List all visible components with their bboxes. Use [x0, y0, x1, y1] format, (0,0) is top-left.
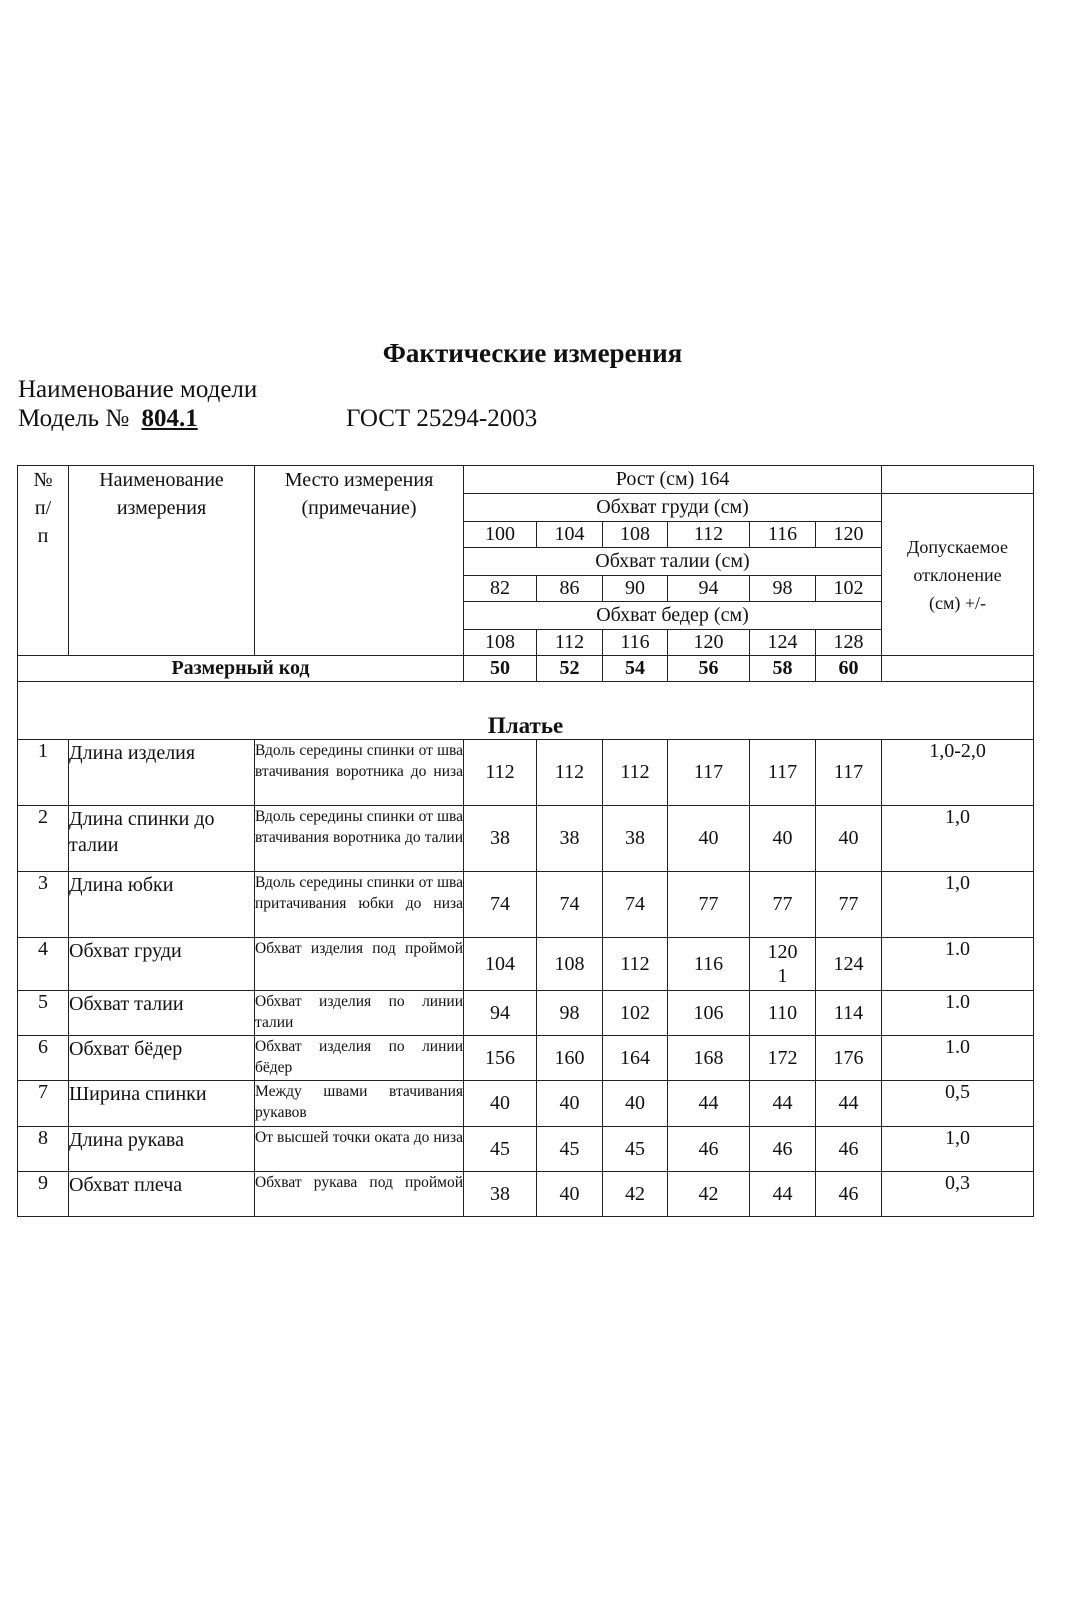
measure-value: 176: [816, 1036, 882, 1081]
row-number: 5: [18, 991, 69, 1036]
tolerance-value: 1.0: [882, 1036, 1034, 1081]
tolerance-value: 1,0: [882, 806, 1034, 872]
size-code-label: Размерный код: [18, 656, 464, 682]
measure-place: Обхват изделия по линии талии: [255, 991, 464, 1036]
tolerance-value: 1.0: [882, 938, 1034, 991]
gost-standard: ГОСТ 25294-2003: [346, 405, 538, 432]
measure-place: Вдоль середины спинки от шва втачивания воротника до талии: [255, 806, 464, 872]
table-row: [18, 1036, 1034, 1081]
measure-place: Между швами втачивания рукавов: [255, 1081, 464, 1127]
measure-name: Длина юбки: [69, 872, 255, 938]
hips-size-cell: 120: [668, 630, 750, 656]
hips-size-cell: 128: [816, 630, 882, 656]
measure-value: 108: [537, 938, 603, 991]
model-number: 804.1: [141, 405, 198, 432]
measure-name: Обхват талии: [69, 991, 255, 1036]
measure-value: 117: [668, 740, 750, 806]
table-row: [18, 740, 1034, 806]
measure-value: 110: [750, 991, 816, 1036]
measure-value: 104: [464, 938, 537, 991]
measure-value: 46: [668, 1127, 750, 1172]
measure-value: 160: [537, 1036, 603, 1081]
measure-value: 44: [750, 1172, 816, 1217]
measure-value: 98: [537, 991, 603, 1036]
model-name-label: Наименование модели: [18, 376, 258, 403]
chest-size-cell: 100: [464, 522, 537, 548]
chest-size-cell: 120: [816, 522, 882, 548]
table-row: [18, 1172, 1034, 1217]
measure-value: 94: [464, 991, 537, 1036]
measure-value: 124: [816, 938, 882, 991]
tolerance-value: 0,3: [882, 1172, 1034, 1217]
measure-place: Обхват изделия по линии бёдер: [255, 1036, 464, 1081]
table-row: [18, 1081, 1034, 1127]
size-code-row: [18, 656, 1034, 682]
model-number-label: Модель №: [18, 405, 130, 432]
chest-size-cell: 108: [603, 522, 668, 548]
header-hips-label: Обхват бедер (см): [464, 602, 882, 630]
chest-size-cell: 112: [668, 522, 750, 548]
row-number: 4: [18, 938, 69, 991]
measure-value: 117: [750, 740, 816, 806]
measure-value: 44: [750, 1081, 816, 1127]
measure-place: Обхват изделия под проймой: [255, 938, 464, 991]
row-number: 8: [18, 1127, 69, 1172]
measure-value: 40: [464, 1081, 537, 1127]
measure-value: 45: [603, 1127, 668, 1172]
chest-size-cell: 104: [537, 522, 603, 548]
hips-size-cell: 124: [750, 630, 816, 656]
measure-value: 44: [668, 1081, 750, 1127]
waist-size-cell: 102: [816, 576, 882, 602]
measure-value: 77: [750, 872, 816, 938]
measure-value: 114: [816, 991, 882, 1036]
row-number: 1: [18, 740, 69, 806]
tolerance-value: 1,0-2,0: [882, 740, 1034, 806]
measure-value: 45: [537, 1127, 603, 1172]
measure-place: Вдоль середины спинки от шва притачивания юбки до низа: [255, 872, 464, 938]
measure-value: 112: [603, 740, 668, 806]
header-measure-name: Наименование измерения: [69, 466, 255, 656]
measure-name: Обхват плеча: [69, 1172, 255, 1217]
row-number: 7: [18, 1081, 69, 1127]
measurements-table: [17, 465, 1034, 1217]
measure-value: 156: [464, 1036, 537, 1081]
measure-value: 120 1: [750, 938, 816, 991]
measure-place: От высшей точки оката до низа: [255, 1127, 464, 1172]
size-code-cell: 50: [464, 656, 537, 682]
table-row: [18, 806, 1034, 872]
header-tolerance: Допускаемое отклонение (см) +/-: [882, 494, 1034, 656]
measure-value: 106: [668, 991, 750, 1036]
waist-size-cell: 90: [603, 576, 668, 602]
measure-place: Вдоль середины спинки от шва втачивания воротника до низа: [255, 740, 464, 806]
waist-size-cell: 94: [668, 576, 750, 602]
measure-value: 74: [464, 872, 537, 938]
row-number: 3: [18, 872, 69, 938]
table-row: [18, 1127, 1034, 1172]
measure-value: 117: [816, 740, 882, 806]
size-code-cell: 52: [537, 656, 603, 682]
section-title: Платье: [18, 682, 1034, 740]
measure-value: 40: [537, 1081, 603, 1127]
size-code-cell: 60: [816, 656, 882, 682]
hips-size-cell: 116: [603, 630, 668, 656]
measure-value: 112: [464, 740, 537, 806]
measure-value: 46: [816, 1127, 882, 1172]
header-measure-place: Место измерения (примечание): [255, 466, 464, 656]
model-number-line: [18, 405, 198, 433]
measure-name: Длина рукава: [69, 1127, 255, 1172]
waist-size-cell: 86: [537, 576, 603, 602]
measure-value: 38: [537, 806, 603, 872]
measure-value: 116: [668, 938, 750, 991]
tolerance-value: 0,5: [882, 1081, 1034, 1127]
measure-place: Обхват рукава под проймой: [255, 1172, 464, 1217]
row-number: 6: [18, 1036, 69, 1081]
size-code-cell: 56: [668, 656, 750, 682]
measure-value: 40: [750, 806, 816, 872]
header-height: Рост (см) 164: [464, 466, 882, 494]
table-row: [18, 991, 1034, 1036]
measure-value: 40: [537, 1172, 603, 1217]
measure-value: 42: [668, 1172, 750, 1217]
measure-value: 168: [668, 1036, 750, 1081]
chest-size-cell: 116: [750, 522, 816, 548]
waist-size-cell: 98: [750, 576, 816, 602]
measure-value: 77: [668, 872, 750, 938]
size-code-cell: 58: [750, 656, 816, 682]
tolerance-value: 1.0: [882, 991, 1034, 1036]
table-row: [18, 872, 1034, 938]
measure-value: 44: [816, 1081, 882, 1127]
measure-name: Длина изделия: [69, 740, 255, 806]
measure-name: Ширина спинки: [69, 1081, 255, 1127]
measure-value: 38: [603, 806, 668, 872]
measure-value: 74: [603, 872, 668, 938]
measure-value: 46: [816, 1172, 882, 1217]
measure-value: 164: [603, 1036, 668, 1081]
measure-value: 77: [816, 872, 882, 938]
waist-size-cell: 82: [464, 576, 537, 602]
header-empty: [882, 466, 1034, 494]
measure-name: Длина спинки до талии: [69, 806, 255, 872]
header-number: № п/ п: [18, 466, 69, 656]
measure-value: 74: [537, 872, 603, 938]
hips-size-cell: 112: [537, 630, 603, 656]
hips-size-cell: 108: [464, 630, 537, 656]
size-code-cell: 54: [603, 656, 668, 682]
measure-value: 42: [603, 1172, 668, 1217]
measure-value: 172: [750, 1036, 816, 1081]
tolerance-value: 1,0: [882, 1127, 1034, 1172]
measure-name: Обхват бёдер: [69, 1036, 255, 1081]
measure-value: 40: [603, 1081, 668, 1127]
measure-value: 40: [668, 806, 750, 872]
measure-value: 38: [464, 1172, 537, 1217]
size-code-empty: [882, 656, 1034, 682]
measure-value: 46: [750, 1127, 816, 1172]
document-title: Фактические измерения: [382, 338, 683, 368]
row-number: 2: [18, 806, 69, 872]
row-number: 9: [18, 1172, 69, 1217]
measure-value: 40: [816, 806, 882, 872]
measure-value: 102: [603, 991, 668, 1036]
tolerance-value: 1,0: [882, 872, 1034, 938]
measure-value: 45: [464, 1127, 537, 1172]
table-row: [18, 938, 1034, 991]
measure-value: 112: [537, 740, 603, 806]
header-chest-label: Обхват груди (см): [464, 494, 882, 522]
header-waist-label: Обхват талии (см): [464, 548, 882, 576]
measure-name: Обхват груди: [69, 938, 255, 991]
measure-value: 38: [464, 806, 537, 872]
measure-value: 112: [603, 938, 668, 991]
